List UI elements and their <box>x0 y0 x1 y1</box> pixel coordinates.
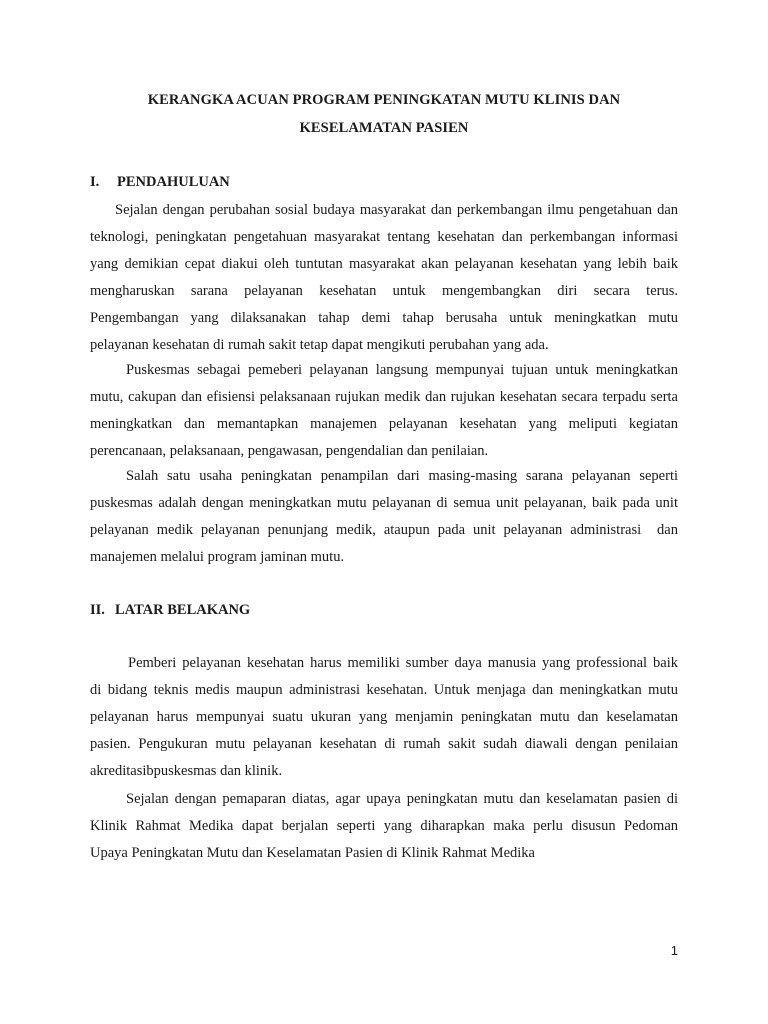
section-title: PENDAHULUAN <box>117 174 230 190</box>
paragraph-pendahuluan-2 <box>90 357 678 465</box>
text-line: Salah satu usaha peningkatan penampilan dari masing-masing sarana pelayanan seperti <box>126 468 678 484</box>
text-line: yang demikian cepat diakui oleh tuntutan masyarakat akan pelayanan kesehatan yang lebih baik <box>90 256 678 272</box>
text-line: pelayanan kesehatan di rumah sakit tetap dapat mengikuti perubahan yang ada. <box>90 337 549 353</box>
text-line: manajemen melalui program jaminan mutu. <box>90 549 345 565</box>
text-line: akreditasibpuskesmas dan klinik. <box>90 763 283 779</box>
text-line: Klinik Rahmat Medika dapat berjalan seperti yang diharapkan maka perlu disusun Pedoman <box>90 818 678 834</box>
text-line: puskesmas adalah dengan meningkatkan mutu pelayanan di semua unit pelayanan, baik pada unit <box>90 495 678 511</box>
paragraph-pendahuluan-1 <box>90 197 678 359</box>
paragraph-pendahuluan-3 <box>90 463 678 571</box>
text-line: pelayanan medik pelayanan penunjang medik, ataupun pada unit pelayanan administrasi dan <box>90 522 678 538</box>
text-line: Puskesmas sebagai pemeberi pelayanan langsung mempunyai tujuan untuk meningkatkan <box>126 362 678 378</box>
text-line: Upaya Peningkatan Mutu dan Keselamatan Pasien di Klinik Rahmat Medika <box>90 845 535 861</box>
text-line: perencanaan, pelaksanaan, pengawasan, pengendalian dan penilaian. <box>90 443 489 459</box>
document-title-line-2: KESELAMATAN PASIEN <box>299 120 469 136</box>
page-number: 1 <box>670 943 678 958</box>
text-line: pasien. Pengukuran mutu pelayanan kesehatan di rumah sakit sudah diawali dengan penilaian <box>90 736 678 752</box>
text-line: Pengembangan yang dilaksanakan tahap demi tahap berusaha untuk meningkatkan mutu <box>90 310 678 326</box>
text-line: mengharuskan sarana pelayanan kesehatan untuk mengembangkan diri secara terus. <box>90 283 678 299</box>
section-heading-latar-belakang <box>90 602 250 619</box>
text-line: pelayanan harus mempunyai suatu ukuran yang menjamin peningkatan mutu dan keselamatan <box>90 709 678 725</box>
document-title-line-1: KERANGKA ACUAN PROGRAM PENINGKATAN MUTU KLINIS DAN <box>147 92 621 108</box>
section-heading-pendahuluan <box>90 174 230 191</box>
text-line: Sejalan dengan pemaparan diatas, agar upaya peningkatan mutu dan keselamatan pasien di <box>126 791 678 807</box>
paragraph-latar-belakang-2 <box>90 786 678 867</box>
text-line: mutu, cakupan dan efisiensi pelaksanaan rujukan medik dan rujukan kesehatan secara terpadu serta <box>90 389 678 405</box>
text-line: meningkatkan dan memantapkan manajemen pelayanan kesehatan yang meliputi kegiatan <box>90 416 678 432</box>
text-line: di bidang teknis medis maupun administrasi kesehatan. Untuk menjaga dan meningkatkan mutu <box>90 682 678 698</box>
paragraph-latar-belakang-1 <box>90 650 678 785</box>
section-number: I. <box>90 174 100 190</box>
text-line: teknologi, peningkatan pengetahuan masyarakat tentang kesehatan dan perkembangan informasi <box>90 229 678 245</box>
text-line: Pemberi pelayanan kesehatan harus memiliki sumber daya manusia yang professional baik <box>128 655 678 671</box>
text-line: Sejalan dengan perubahan sosial budaya masyarakat dan perkembangan ilmu pengetahuan dan <box>115 202 678 218</box>
section-title: LATAR BELAKANG <box>115 602 251 618</box>
section-number: II. <box>90 602 105 618</box>
